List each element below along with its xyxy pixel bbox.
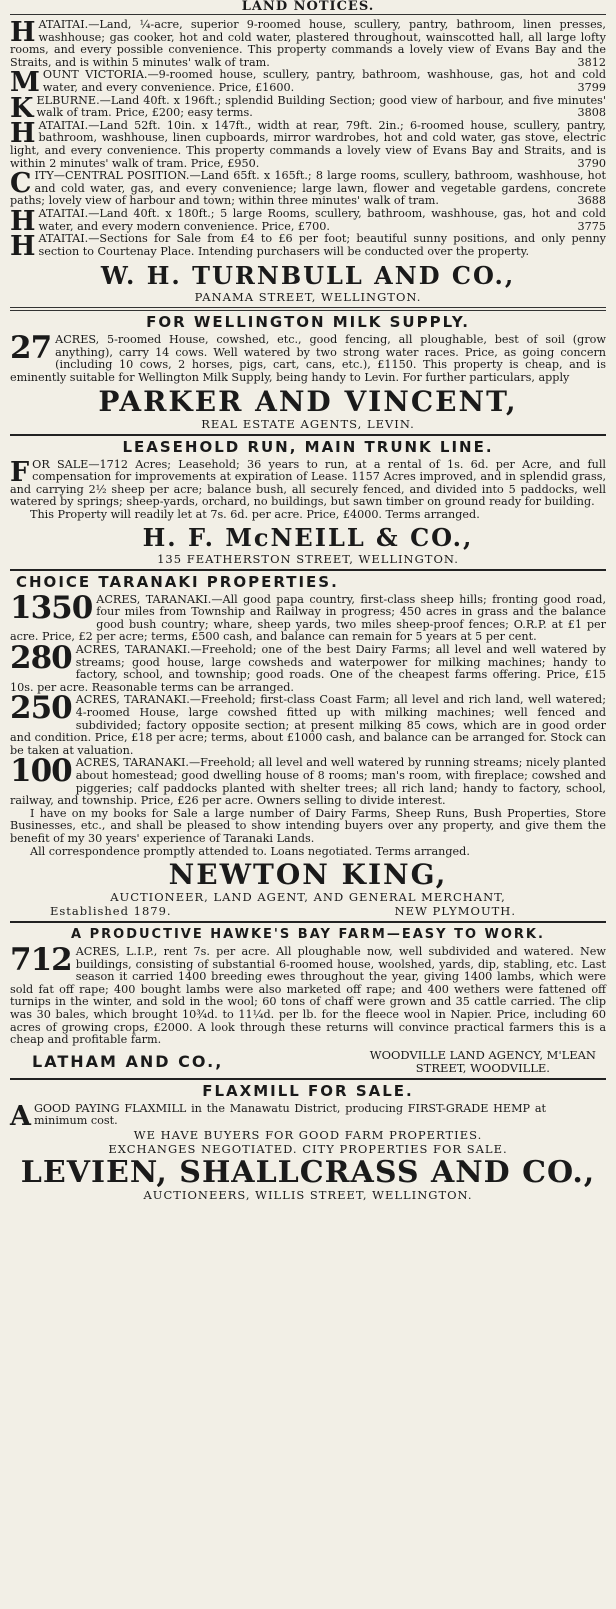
king-place: NEW PLYMOUTH. bbox=[394, 904, 516, 919]
listing-text: ATAITAI.—Sections for Sale from £4 to £6 per foot; beautiful sunny positions, and only penny section to Courtenay Place. Intending purchasers will be conducted over the property. bbox=[38, 232, 606, 258]
parker-text: ACRES, 5-roomed House, cowshed, etc., good fencing, all ploughable, best of soil (grow anything), carry 14 cows. Well watered by two strong water races. Price, as going concern (including 10 cows, 2 horses, pigs, cart, cans, etc.), £1150. This property is cheap, and is eminently suitable for Wellington Milk Supply, being handy to Levin. For further particulars, apply bbox=[10, 333, 606, 385]
drop-cap: H bbox=[10, 117, 36, 149]
listing-ref: 3808 bbox=[577, 106, 606, 120]
listing-text: ATAITAI.—Land, ¼-acre, superior 9-roomed house, scullery, pantry, bathroom, linen presses, washhouse; gas cooker, hot and cold water, plastered throughout, wainscotted hall, all large lofty rooms, and every possible convenience. This property commands a lovely view of Evans Bay and the Straits, and is within 5 minutes' walk of tram. bbox=[10, 18, 606, 69]
parker-advert bbox=[10, 313, 606, 430]
king-para2: All correspondence promptly attended to. Loans negotiated. Terms arranged. bbox=[30, 844, 470, 858]
mcneill-body bbox=[10, 456, 606, 509]
king-est-line bbox=[10, 904, 606, 918]
listing-ref: 3775 bbox=[577, 219, 606, 233]
turnbull-firm: W. H. TURNBULL AND CO., bbox=[100, 261, 516, 291]
listing-text: ACRES, TARANAKI.—Freehold; one of the best Dairy Farms; all level and well watered by streams; good house, large cowsheds and waterpower for milking machines; handy to factory, school, and township; good roads. One of the cheapest farms offering. Price, £15 10s. per acre. Reasonable terms can be arranged. bbox=[10, 643, 606, 694]
parker-firm: PARKER AND VINCENT, bbox=[98, 384, 518, 418]
levien-firm: LEVIEN, SHALLCRASS AND CO., bbox=[20, 1155, 596, 1191]
divider bbox=[10, 921, 606, 923]
king-established: Established 1879. bbox=[50, 904, 172, 919]
levien-address: AUCTIONEERS, WILLIS STREET, WELLINGTON. bbox=[143, 1188, 473, 1203]
latham-agency-line1: WOODVILLE LAND AGENCY, M'LEAN bbox=[369, 1047, 596, 1062]
divider bbox=[10, 569, 606, 571]
drop-cap: M bbox=[10, 67, 40, 99]
latham-advert bbox=[10, 925, 606, 1075]
turnbull-listing bbox=[10, 67, 606, 99]
levien-advert bbox=[10, 1082, 606, 1202]
drop-cap: H bbox=[10, 205, 36, 237]
turnbull-advert bbox=[10, 19, 606, 304]
turnbull-listing bbox=[10, 231, 606, 263]
parker-acres-number: 27 bbox=[10, 330, 52, 367]
latham-text: ACRES, L.I.P., rent 7s. per acre. All ploughable now, well subdivided and watered. New buildings, consisting of substantial 6-roomed house, woolshed, yards, dip, stabling, etc. Last season it carried 1400 breeding ewes throughout the year, giving 1400 lambs, which were sold fat off rape; 400 bought lambs were also marketed off rape; and 400 wethers were fattened off turnips in the winter, and sold in the wool; 60 tons of chaff were grown and 35 cattle carried. The clip was 30 bales, which brought 10¾d. to 11¼d. per lb. for the fleece wool in Napier. Price, including 60 acres of growing crops, £2000. A look through these returns will convince practical farmers this is a cheap and profitable farm. bbox=[10, 945, 606, 1047]
drop-cap: H bbox=[10, 17, 36, 48]
king-advert bbox=[10, 573, 606, 918]
latham-body bbox=[10, 942, 606, 1047]
section-header: LAND NOTICES. bbox=[10, 0, 606, 15]
drop-cap: C bbox=[10, 168, 32, 200]
listing-text: OUNT VICTORIA.—9-roomed house, scullery, pantry, bathroom, washhouse, gas, hot and cold water, and every convenience. Price, £1600. bbox=[42, 68, 606, 94]
mcneill-heading: LEASEHOLD RUN, MAIN TRUNK LINE. bbox=[122, 437, 494, 456]
latham-acres-number: 712 bbox=[10, 942, 72, 979]
king-heading: CHOICE TARANAKI PROPERTIES. bbox=[16, 572, 339, 591]
listing-ref: 3688 bbox=[577, 194, 606, 208]
levien-line1: WE HAVE BUYERS FOR GOOD FARM PROPERTIES. bbox=[133, 1128, 483, 1143]
turnbull-listing bbox=[10, 205, 606, 237]
king-address: AUCTIONEER, LAND AGENT, AND GENERAL MERCHANT, bbox=[110, 890, 506, 905]
listing-text: ELBURNE.—Land 40ft. x 196ft.; splendid Building Section; good view of harbour, and five minutes' walk of tram. Price, £200; easy terms. bbox=[36, 93, 606, 120]
levien-heading: FLAXMILL FOR SALE. bbox=[202, 1081, 414, 1100]
listing-ref: 3812 bbox=[577, 55, 606, 69]
listing-text: ACRES, TARANAKI.—All good papa country, first-class sheep hills; fronting good road, four miles from Township and Railway in progress; 450 acres in grass and the balance good bush country; whare, sheep yards, two miles sheep-proof fences; O.R.P. at £1 per acre. Price, £2 per acre; terms, £500 cash, and balance can remain for 5 years at 5 per cent. bbox=[10, 592, 606, 644]
latham-agency-line2: STREET, WOODVILLE. bbox=[415, 1060, 550, 1075]
acres-number: 100 bbox=[10, 753, 72, 790]
turnbull-listing bbox=[10, 170, 606, 208]
turnbull-listing bbox=[10, 19, 606, 69]
king-firm: NEWTON KING, bbox=[168, 858, 448, 892]
parker-body bbox=[10, 330, 606, 385]
latham-heading: A PRODUCTIVE HAWKE'S BAY FARM—EASY TO WORK. bbox=[71, 927, 545, 943]
listing-text: ACRES, TARANAKI.—Freehold; all level and well watered by running streams; nicely planted about homestead; good dwelling house of 8 rooms; man's room, with fireplace; cowshed and piggeries; calf paddocks planted with shelter trees; all rich land; handy to factory, school, railway, and township. Price, £26 per acre. Owners selling to divide interest. bbox=[10, 756, 606, 808]
divider bbox=[10, 1078, 606, 1080]
king-listing bbox=[10, 640, 606, 694]
latham-agency bbox=[370, 1049, 606, 1075]
listing-text: ACRES, TARANAKI.—Freehold; first-class Coast Farm; all level and rich land, well watered; 4-roomed House, large cowshed fitted up with milking machines; well fenced and subdivided; factory opposite section; at present milking 85 cows, which are in good order and condition. Price, £18 per acre; terms, about £1000 cash, and balance can be arranged for. Stock can be taken at valuation. bbox=[10, 693, 606, 757]
parker-address: REAL ESTATE AGENTS, LEVIN. bbox=[201, 416, 415, 431]
levien-text: GOOD PAYING FLAXMILL in the Manawatu District, producing FIRST-GRADE HEMP at minimum cost. bbox=[33, 1101, 546, 1128]
levien-drop-cap: A bbox=[10, 1100, 31, 1132]
divider bbox=[10, 434, 606, 436]
king-listing bbox=[10, 753, 606, 808]
listing-text: ATAITAI.—Land 52ft. 10in. x 147ft., width at rear, 79ft. 2in.; 6-roomed house, scullery, pantry, bathroom, washhouse, linen cupboards, mirror wardrobes, hot and cold water, gas stove, electric light, and every convenience. This property commands a lovely view of Evans Bay and Straits, and is within 2 minutes' walk of tram. Price, £950. bbox=[10, 118, 606, 170]
drop-cap: H bbox=[10, 231, 36, 263]
mcneill-text: OR SALE—1712 Acres; Leasehold; 36 years to run, at a rental of 1s. 6d. per Acre, and full compensation for improvements at expiration of Lease. 1157 Acres improved, and in splendid grass, and carrying 2½ sheep per acre; balance bush, all securely fenced, and divided into 5 paddocks, well watered by springs; sheep-yards, orchard, no buildings, but sawn timber on ground ready for building. bbox=[10, 457, 606, 509]
listing-text: ATAITAI.—Land 40ft. x 180ft.; 5 large Rooms, scullery, bathroom, washhouse, gas, hot and cold water, and every modern convenience. Price, £700. bbox=[38, 206, 606, 233]
king-listing bbox=[10, 690, 606, 757]
drop-cap: K bbox=[10, 92, 34, 124]
acres-number: 1350 bbox=[10, 589, 93, 626]
listing-ref: 3799 bbox=[577, 80, 606, 94]
acres-number: 250 bbox=[10, 690, 72, 727]
king-listing bbox=[10, 589, 606, 644]
king-para1: I have on my books for Sale a large number of Dairy Farms, Sheep Runs, Bush Properties, Store Businesses, etc., and shall be pleased to show intending buyers over any property, and give them the benefit of my 30 years' experience of Taranaki Lands. bbox=[10, 806, 606, 845]
mcneill-text2: This Property will readily let at 7s. 6d. per acre. Price, £4000. Terms arranged. bbox=[30, 508, 480, 522]
mcneill-advert bbox=[10, 438, 606, 566]
mcneill-address: 135 FEATHERSTON STREET, WELLINGTON. bbox=[157, 551, 459, 566]
listing-ref: 3790 bbox=[577, 156, 606, 170]
latham-footer bbox=[10, 1049, 606, 1075]
levien-line2: EXCHANGES NEGOTIATED. CITY PROPERTIES FOR SALE. bbox=[108, 1142, 508, 1157]
parker-heading: FOR WELLINGTON MILK SUPPLY. bbox=[146, 313, 470, 332]
acres-number: 280 bbox=[10, 640, 72, 676]
levien-body bbox=[10, 1100, 606, 1132]
mcneill-drop-cap: F bbox=[10, 456, 30, 488]
turnbull-listing bbox=[10, 117, 606, 170]
divider bbox=[10, 307, 606, 311]
mcneill-firm: H. F. McNEILL & CO., bbox=[142, 522, 474, 552]
turnbull-address: PANAMA STREET, WELLINGTON. bbox=[194, 290, 422, 305]
listing-text: ITY—CENTRAL POSITION.—Land 65ft. x 165ft.; 8 large rooms, scullery, bathroom, washhouse, hot and cold water, gas, and every convenience; large lawn, flower and vegetable gardens, concrete paths; lovely view of harbour and town; within three minutes' walk of tram. bbox=[10, 169, 606, 208]
latham-firm: LATHAM AND CO., bbox=[32, 1052, 224, 1072]
turnbull-listing bbox=[10, 92, 606, 124]
